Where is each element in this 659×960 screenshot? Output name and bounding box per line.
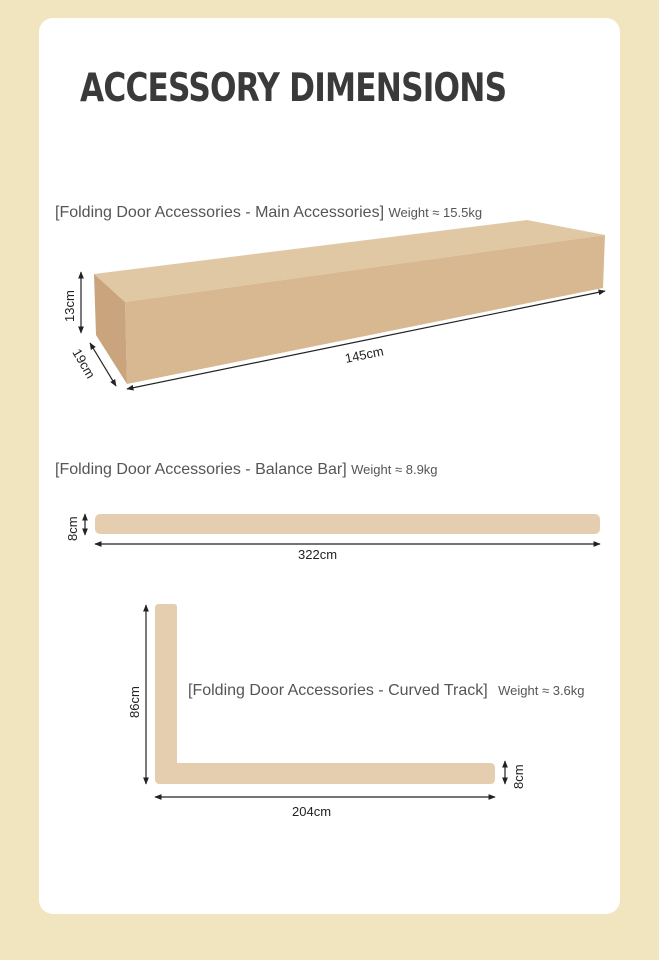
balance-thickness-label: 8cm — [65, 516, 80, 541]
balance-bar-shape — [95, 514, 600, 534]
curved-track-weight: Weight ≈ 3.6kg — [498, 683, 585, 698]
curved-track-shape — [155, 604, 495, 784]
track-height-label: 86cm — [127, 686, 142, 718]
main-length-label: 145cm — [343, 343, 385, 366]
track-length-label: 204cm — [292, 804, 332, 819]
main-depth-label: 19cm — [69, 346, 99, 382]
track-thickness-label: 8cm — [511, 764, 526, 789]
curved-track-name: [Folding Door Accessories - Curved Track] — [188, 682, 488, 699]
balance-length-label: 322cm — [298, 547, 338, 562]
main-accessories-name: [Folding Door Accessories - Main Accessories] — [55, 204, 385, 221]
balance-bar-name: [Folding Door Accessories - Balance Bar] — [55, 461, 347, 478]
main-accessories-weight: Weight ≈ 15.5kg — [388, 205, 483, 220]
page-title: ACCESSORY DIMENSIONS — [80, 66, 507, 111]
main-height-label: 13cm — [62, 290, 77, 322]
balance-bar-weight: Weight ≈ 8.9kg — [351, 462, 438, 477]
